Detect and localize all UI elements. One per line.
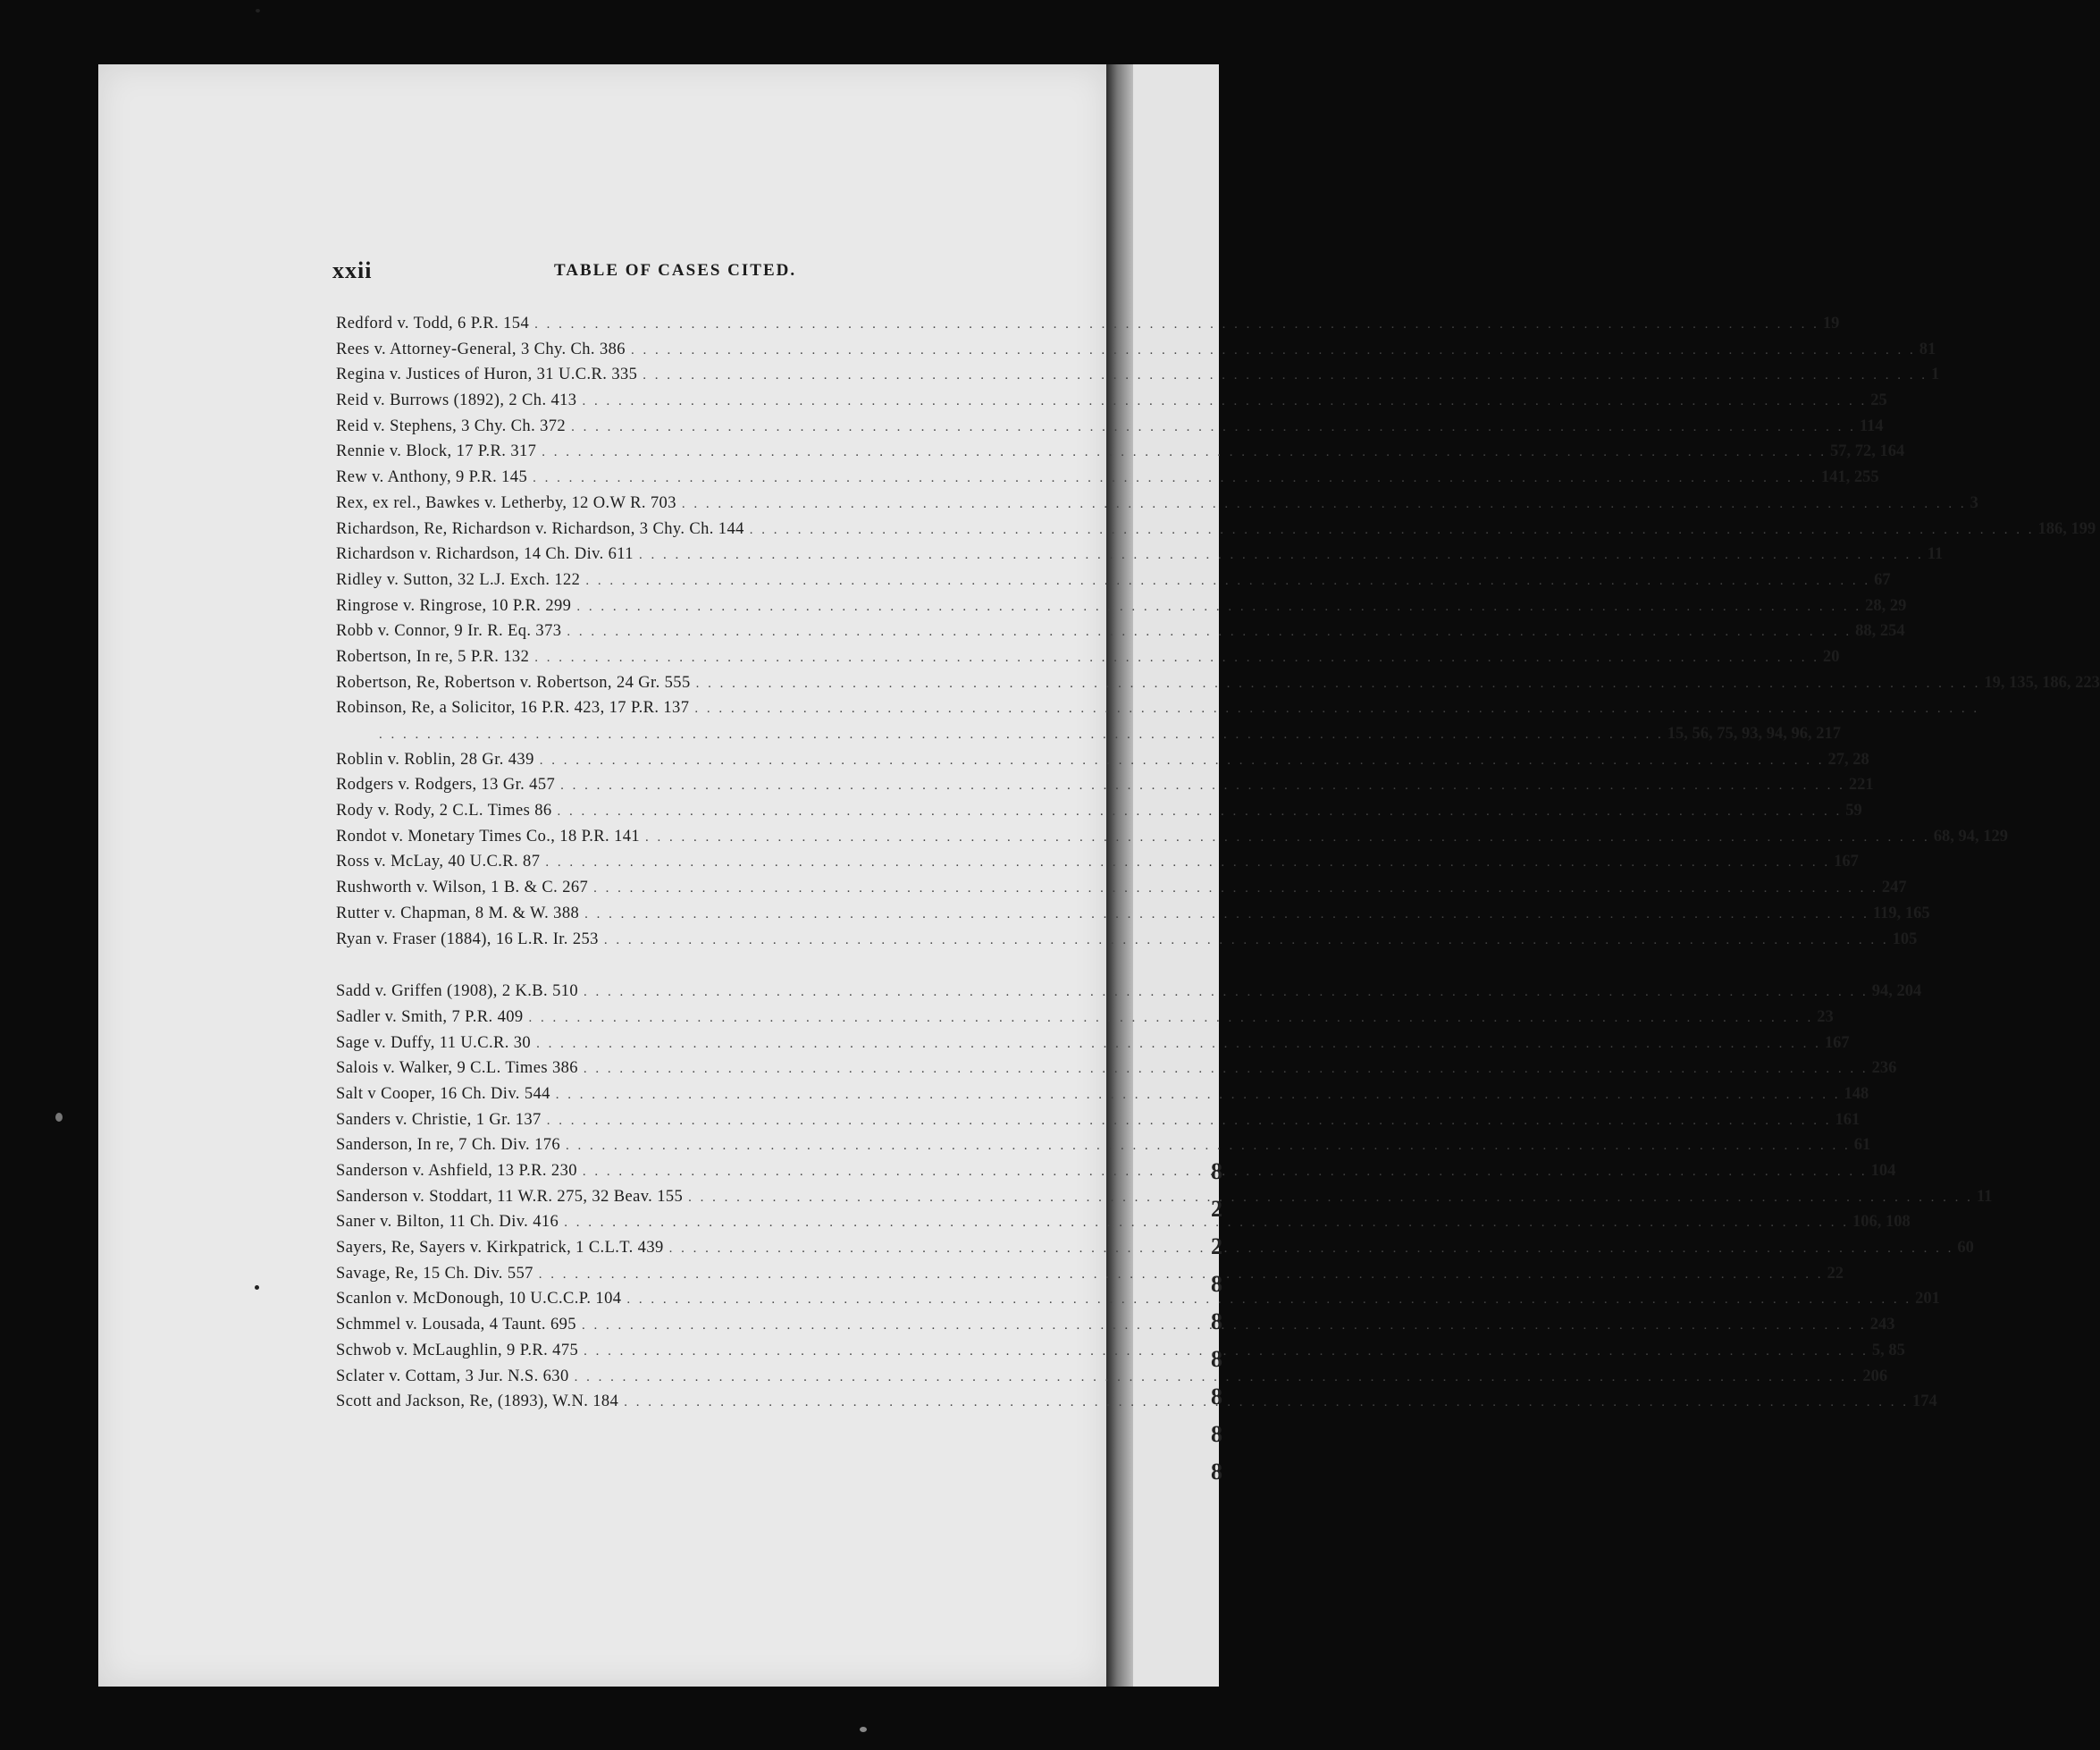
page-references: 11 (1976, 1187, 1993, 1206)
dot-leader (564, 1216, 1849, 1231)
dot-leader (583, 1165, 1868, 1180)
case-citation: Rutter v. Chapman, 8 M. & W. 388 (336, 904, 580, 922)
dot-leader (584, 907, 1869, 922)
page-references: 114 (1859, 416, 1884, 435)
dot-leader (567, 625, 1852, 640)
page-references: 161 (1835, 1110, 1861, 1129)
case-citation: Robinson, Re, a Solicitor, 16 P.R. 423, 17 P.R. 137 (336, 699, 690, 718)
case-citation: Schmmel v. Lousada, 4 Taunt. 695 (336, 1316, 576, 1334)
page-references: 174 (1911, 1392, 1937, 1411)
case-citation: Scott and Jackson, Re, (1893), W.N. 184 (336, 1392, 619, 1411)
case-citation: Rees v. Attorney-General, 3 Chy. Ch. 386 (336, 340, 626, 358)
page-references: 206 (1862, 1367, 1888, 1385)
case-entry (336, 1136, 1871, 1162)
dot-leader (547, 1114, 1832, 1129)
dot-leader (694, 702, 1979, 717)
case-entry (336, 1007, 1834, 1034)
case-citation: Robb v. Connor, 9 Ir. R. Eq. 373 (336, 622, 562, 641)
case-citation: Saner v. Bilton, 11 Ch. Div. 416 (336, 1213, 559, 1232)
case-citation: Ridley v. Sutton, 32 L.J. Exch. 122 (336, 570, 581, 589)
page-references: 141, 255 (1820, 468, 1879, 487)
scan-speck (860, 1727, 867, 1732)
page-references: 19 (1822, 315, 1840, 332)
case-citation: Rody v. Rody, 2 C.L. Times 86 (336, 802, 552, 820)
dot-leader (536, 1037, 1821, 1052)
case-entry (336, 340, 1936, 366)
page-header (332, 257, 1029, 288)
page-references: 23 (1817, 1007, 1834, 1026)
case-citation: Sclater v. Cottam, 3 Jur. N.S. 630 (336, 1367, 569, 1385)
case-entry (336, 1110, 1861, 1137)
dot-leader (529, 1011, 1814, 1026)
case-entry (336, 442, 1905, 468)
dot-leader (682, 497, 1967, 512)
page-number: xxii (332, 257, 373, 283)
dot-leader (593, 881, 1878, 896)
case-citation: Rodgers v. Rodgers, 13 Gr. 457 (336, 776, 556, 795)
page-references: 27, 28 (1827, 750, 1869, 769)
facing-page-marks: 8 2 2 8 8 8 8 8 8 (1211, 1158, 1222, 1485)
case-entry (336, 519, 2096, 546)
dot-leader (560, 778, 1845, 794)
case-entry (336, 1033, 1850, 1060)
case-citation: Sanderson v. Stoddart, 11 W.R. 275, 32 Beav. 155 (336, 1187, 684, 1206)
section-gap (336, 955, 1012, 982)
case-entry (336, 596, 1907, 623)
case-entry (336, 315, 1840, 341)
page-references: 61 (1853, 1136, 1871, 1155)
case-citation: Scanlon v. McDonough, 10 U.C.C.P. 104 (336, 1290, 622, 1308)
page-references: 81 (1919, 340, 1936, 358)
dot-leader (584, 1344, 1869, 1359)
case-citation: Salt v Cooper, 16 Ch. Div. 544 (336, 1084, 550, 1103)
page-references: 59 (1845, 802, 1862, 820)
dot-leader (669, 1241, 1954, 1257)
dot-leader (688, 1191, 1973, 1206)
page-references: 106, 108 (1852, 1213, 1911, 1232)
case-entry (336, 725, 1841, 751)
dot-leader (539, 1267, 1824, 1283)
case-entry (336, 1187, 1993, 1214)
page-references: 5, 85 (1871, 1341, 1905, 1359)
case-entry (336, 1341, 1905, 1367)
case-citation: Reid v. Stephens, 3 Chy. Ch. 372 (336, 416, 567, 435)
dot-leader (558, 804, 1843, 820)
case-citation: Redford v. Todd, 6 P.R. 154 (336, 315, 530, 332)
case-citation: Richardson, Re, Richardson v. Richardson, 3 Chy. Ch. 144 (336, 519, 744, 538)
case-entry (336, 879, 1907, 904)
dot-leader (696, 677, 1981, 692)
case-entry (336, 1392, 1937, 1418)
case-citation: Ross v. McLay, 40 U.C.R. 87 (336, 853, 541, 871)
dot-leader (582, 394, 1867, 409)
case-entry (336, 647, 1840, 674)
dot-leader (639, 548, 1924, 563)
case-entry (336, 1059, 1897, 1085)
page-references: 28, 29 (1865, 596, 1907, 615)
dot-leader (604, 933, 1889, 948)
case-citation: Ryan v. Fraser (1884), 16 L.R. Ir. 253 (336, 930, 599, 948)
dot-leader (584, 1062, 1869, 1077)
dot-leader (566, 1139, 1851, 1154)
case-entry (336, 802, 1862, 828)
case-citation: Reid v. Burrows (1892), 2 Ch. 413 (336, 391, 577, 410)
case-citation: Schwob v. McLaughlin, 9 P.R. 475 (336, 1341, 579, 1359)
case-citation: Salois v. Walker, 9 C.L. Times 386 (336, 1059, 578, 1078)
dot-leader (556, 1088, 1841, 1103)
page-references: 148 (1844, 1084, 1869, 1103)
case-entry (336, 1239, 1974, 1265)
case-citation: Rondot v. Monetary Times Co., 18 P.R. 141 (336, 827, 641, 846)
scan-speck (256, 9, 260, 13)
page-references: 167 (1834, 853, 1859, 871)
case-citation: Savage, Re, 15 Ch. Div. 557 (336, 1264, 533, 1283)
page-references: 94, 204 (1871, 982, 1922, 1001)
case-entry (336, 827, 2009, 854)
page-references: 11 (1927, 545, 1944, 564)
case-entry (336, 1084, 1869, 1111)
page-references: 15, 56, 75, 93, 94, 96, 217 (1667, 725, 1841, 743)
case-entry (336, 1316, 1895, 1342)
scan-speck (255, 1285, 259, 1290)
page-gutter-edge (1106, 64, 1133, 1687)
case-entry (336, 622, 1905, 648)
dot-leader (584, 985, 1869, 1000)
entries-group-r (336, 315, 2100, 955)
dot-leader (534, 651, 1819, 666)
page-references: 60 (1957, 1239, 1974, 1258)
case-entry (336, 1213, 1911, 1239)
dot-leader (624, 1395, 1909, 1410)
case-entry (336, 1290, 1940, 1316)
case-citation: Rennie v. Block, 17 P.R. 317 (336, 442, 537, 461)
page-references: 88, 254 (1855, 622, 1905, 641)
running-title: TABLE OF CASES CITED. (554, 261, 797, 280)
case-entry (336, 1367, 1888, 1393)
scan-speck (55, 1113, 63, 1122)
case-citation: Rex, ex rel., Bawkes v. Letherby, 12 O.W R. 703 (336, 493, 676, 512)
page-references: 1 (1931, 366, 1940, 384)
case-citation: Sanders v. Christie, 1 Gr. 137 (336, 1110, 542, 1129)
case-entry (336, 416, 1884, 443)
case-citation: Regina v. Justices of Huron, 31 U.C.R. 335 (336, 366, 638, 384)
page-references: 3 (1970, 493, 1978, 512)
case-entry (336, 366, 1940, 391)
case-entry (336, 853, 1859, 879)
dot-leader (645, 830, 1930, 846)
page-references: 68, 94, 129 (1933, 827, 2009, 846)
page-references: 201 (1915, 1290, 1940, 1308)
dot-leader (571, 420, 1856, 435)
dot-leader (750, 523, 2035, 538)
dot-leader (542, 445, 1827, 460)
dot-leader (631, 343, 1916, 358)
case-entry (336, 673, 2100, 700)
case-citation: Sayers, Re, Sayers v. Kirkpatrick, 1 C.L.T. 439 (336, 1239, 664, 1258)
case-entry (336, 930, 1918, 956)
case-entry (336, 750, 1869, 777)
facing-page (1133, 64, 1222, 1687)
dot-leader (626, 1292, 1911, 1308)
dot-leader (533, 471, 1818, 486)
page-references: 119, 165 (1872, 904, 1930, 922)
case-entry (336, 776, 1874, 802)
page-references: 20 (1823, 647, 1840, 666)
case-citation: Sadler v. Smith, 7 P.R. 409 (336, 1007, 524, 1026)
case-citation: Ringrose v. Ringrose, 10 P.R. 299 (336, 596, 572, 615)
case-citation: Richardson v. Richardson, 14 Ch. Div. 611 (336, 545, 634, 564)
dot-leader (379, 728, 1664, 743)
case-citation: Sanderson, In re, 7 Ch. Div. 176 (336, 1136, 561, 1155)
case-citation: Roblin v. Roblin, 28 Gr. 439 (336, 750, 534, 769)
page-references: 243 (1869, 1316, 1895, 1334)
case-entry (336, 468, 1879, 494)
dot-leader (534, 317, 1819, 332)
case-entry (336, 545, 1944, 571)
case-citation: Sadd v. Griffen (1908), 2 K.B. 510 (336, 982, 579, 1001)
case-citation: Sage v. Duffy, 11 U.C.R. 30 (336, 1033, 532, 1052)
page-references: 247 (1881, 879, 1907, 897)
dot-leader (643, 368, 1928, 383)
case-citation: Rew v. Anthony, 9 P.R. 145 (336, 468, 528, 487)
dot-leader (582, 1318, 1867, 1334)
page-references: 236 (1871, 1059, 1897, 1078)
case-entry (336, 1264, 1844, 1291)
case-citation: Robertson, In re, 5 P.R. 132 (336, 647, 530, 666)
case-citation: Sanderson v. Ashfield, 13 P.R. 230 (336, 1162, 577, 1180)
dot-leader (575, 1370, 1860, 1385)
case-entry (336, 391, 1887, 417)
case-citation: Rushworth v. Wilson, 1 B. & C. 267 (336, 879, 589, 897)
dot-leader (576, 600, 1861, 615)
case-entry (336, 1162, 1896, 1188)
page-references: 105 (1892, 930, 1918, 948)
case-entry (336, 904, 1930, 930)
case-citation: Robertson, Re, Robertson v. Robertson, 24 Gr. 555 (336, 673, 691, 692)
case-entry (336, 493, 1978, 520)
page-references: 221 (1848, 776, 1874, 795)
page-references: 25 (1870, 391, 1887, 410)
page-references: 57, 72, 164 (1830, 442, 1905, 461)
dot-leader (585, 574, 1870, 589)
page-references: 104 (1870, 1162, 1896, 1180)
page-references: 167 (1824, 1033, 1850, 1052)
page-references: 67 (1874, 570, 1891, 589)
dot-leader (545, 855, 1830, 871)
page-references: 19, 135, 186, 223 (1984, 673, 2100, 692)
page-references: 22 (1827, 1264, 1844, 1283)
case-entry (336, 982, 1922, 1008)
case-entry (336, 699, 1012, 725)
page-references: 186, 199 (2037, 519, 2096, 538)
case-entry (336, 570, 1891, 597)
dot-leader (540, 753, 1825, 769)
